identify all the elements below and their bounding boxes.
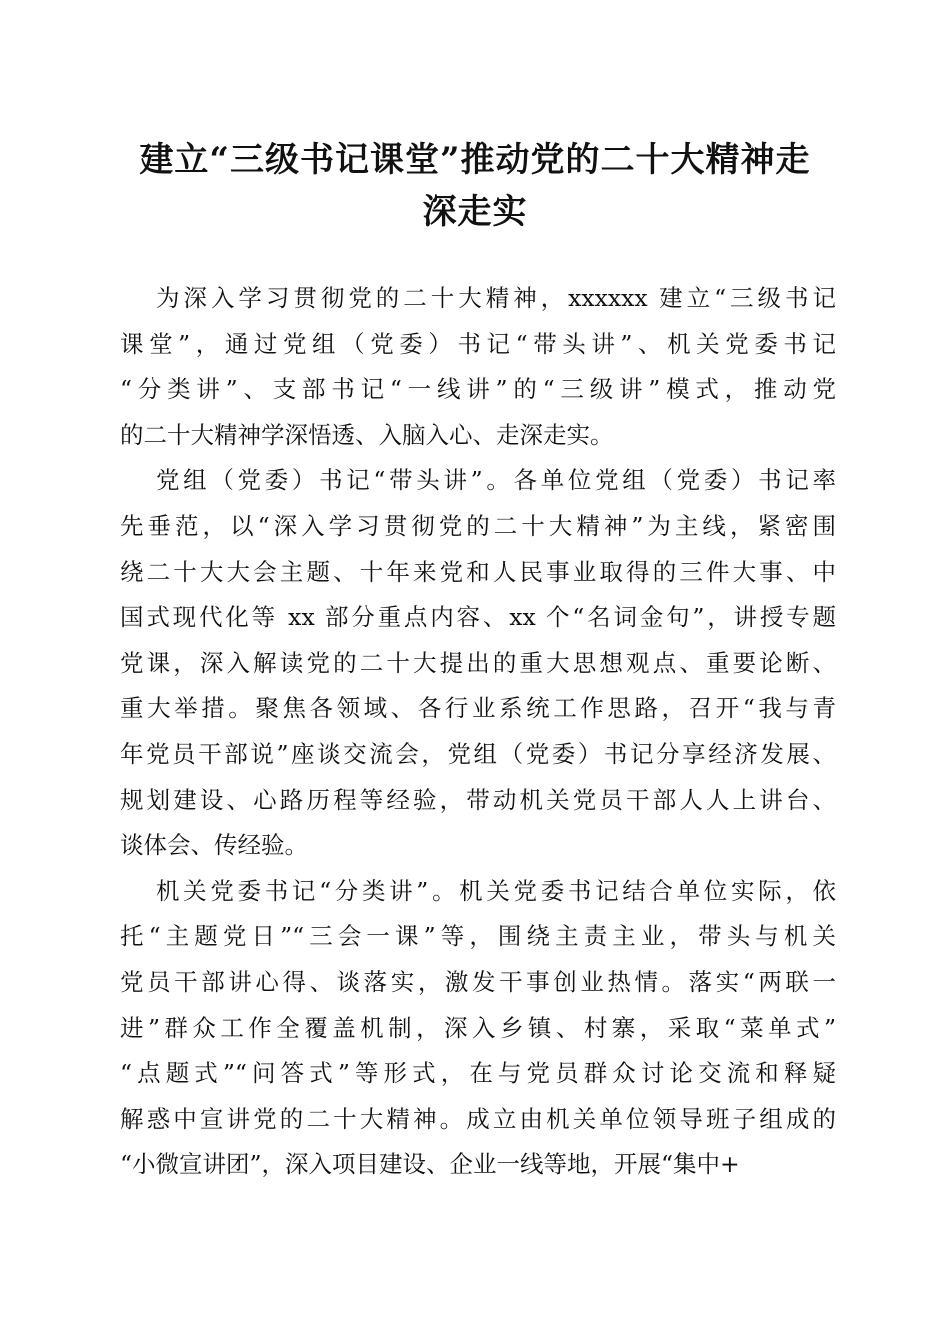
text-line: 为深入学习贯彻党的二十大精神，xxxxxx 建立“三级书记 (156, 284, 836, 312)
text-line: 的二十大精神学深悟透、入脑入心、走深走实。 (120, 420, 614, 449)
text-line: 规划建设、心路历程等经验，带动机关党员干部人人上讲台、 (120, 785, 836, 814)
text-line: 国式现代化等 xx 部分重点内容、xx 个“名词金句”，讲授专题 (120, 603, 836, 632)
text-line: 党课，深入解读党的二十大提出的重大思想观点、重要论断、 (120, 648, 836, 677)
text-line: 重大举措。聚焦各领域、各行业系统工作思路，召开“我与青 (120, 694, 836, 723)
text-line: 课堂”，通过党组（党委）书记“带头讲”、机关党委书记 (120, 329, 836, 358)
text-line: “点题式”“问答式”等形式，在与党员群众讨论交流和释疑 (120, 1059, 836, 1088)
text-line: 年党员干部说”座谈交流会，党组（党委）书记分享经济发展、 (120, 739, 836, 768)
text-line: 党组（党委）书记“带头讲”。各单位党组（党委）书记率 (156, 466, 836, 495)
text-line: 托“主题党日”“三会一课”等，围绕主责主业，带头与机关 (120, 922, 836, 951)
paragraph-organ-secretary (120, 869, 836, 1188)
document-body (120, 276, 836, 1188)
text-line: 解惑中宣讲党的二十大精神。成立由机关单位领导班子组成的 (120, 1104, 836, 1133)
title-line: 建立“三级书记课堂”推动党的二十大精神走 (139, 140, 811, 180)
document-title (110, 134, 840, 238)
text-line: “分类讲”、支部书记“一线讲”的“三级讲”模式，推动党 (120, 375, 836, 404)
paragraph-intro (120, 276, 836, 458)
text-line: “小微宣讲团”，深入项目建设、企业一线等地，开展“集中+ (120, 1150, 740, 1179)
text-line: 机关党委书记“分类讲”。机关党委书记结合单位实际，依 (156, 876, 836, 905)
text-line: 先垂范，以“深入学习贯彻党的二十大精神”为主线，紧密围 (120, 511, 836, 540)
text-line: 绕二十大大会主题、十年来党和人民事业取得的三件大事、中 (120, 557, 836, 586)
text-line: 谈体会、传经验。 (120, 831, 308, 860)
text-line: 党员干部讲心得、谈落实，激发干事创业热情。落实“两联一 (120, 967, 836, 996)
title-line: 深走实 (422, 192, 528, 232)
text-line: 进”群众工作全覆盖机制，深入乡镇、村寨，采取“菜单式” (120, 1013, 836, 1042)
paragraph-party-secretary (120, 458, 836, 868)
